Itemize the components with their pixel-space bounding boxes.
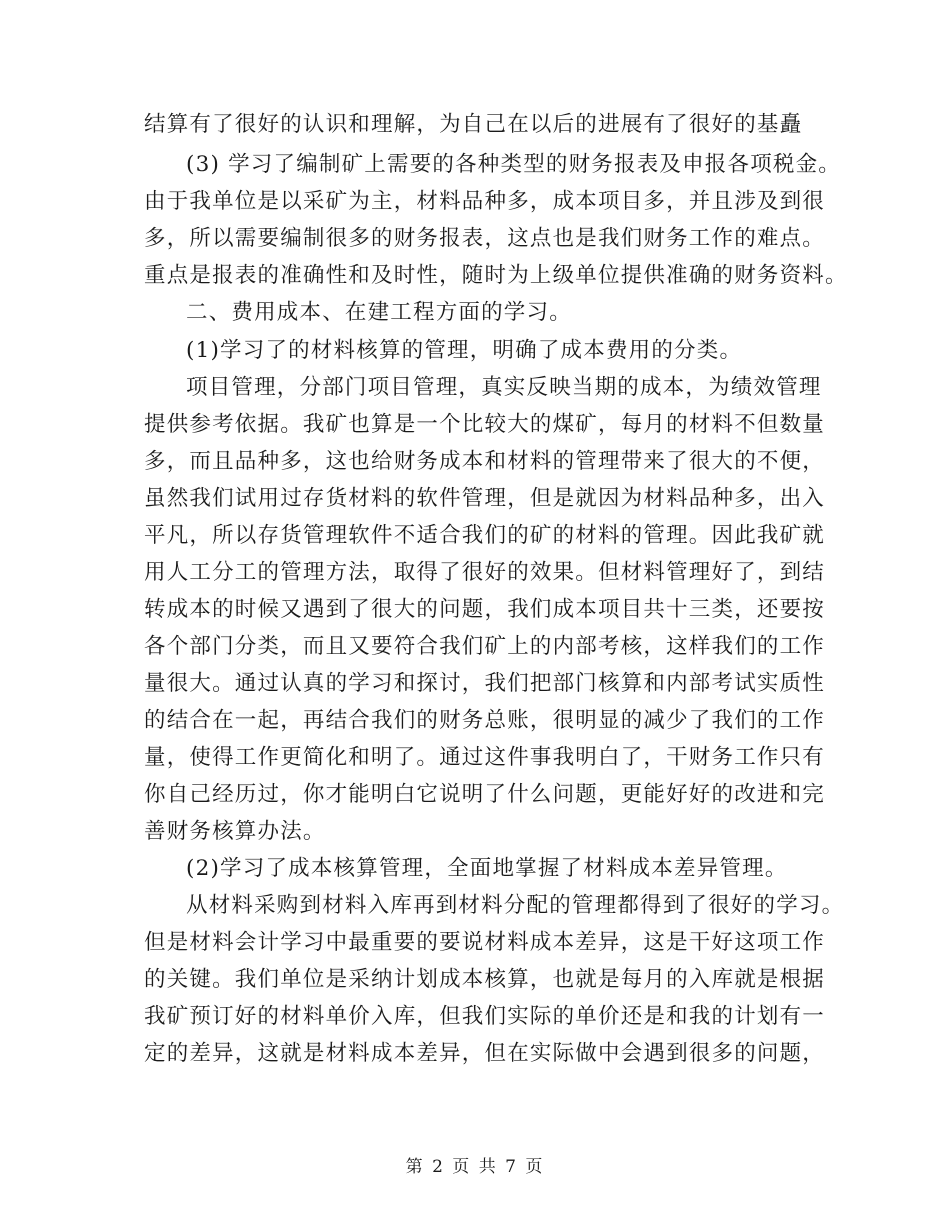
paragraph-line: 善财务核算办法。 [144,819,326,844]
paragraph-line: (3) 学习了编制矿上需要的各种类型的财务报表及申报各项税金。 [186,152,841,177]
paragraph-line: 用人工分工的管理方法，取得了很好的效果。但材料管理好了，到结 [144,560,826,585]
paragraph-line: 虽然我们试用过存货材料的软件管理，但是就因为材料品种多，出入 [144,486,826,511]
paragraph-line: 从材料采购到材料入库再到材料分配的管理都得到了很好的学习。 [186,893,845,918]
paragraph-line: 定的差异，这就是材料成本差异，但在实际做中会遇到很多的问题， [144,1041,826,1066]
paragraph-line: 我矿预订好的材料单价入库，但我们实际的单价还是和我的计划有一 [144,1004,826,1029]
page-number-footer: 第 2 页 共 7 页 [405,1157,545,1177]
paragraph-line: (2)学习了成本核算管理，全面地掌握了材料成本差异管理。 [186,856,788,881]
paragraph-line: (1)学习了的材料核算的管理，明确了成本费用的分类。 [186,338,743,363]
paragraph-line: 项目管理，分部门项目管理，真实反映当期的成本，为绩效管理 [186,375,822,400]
paragraph-line: 平凡，所以存货管理软件不适合我们的矿的材料的管理。因此我矿就 [144,523,826,548]
paragraph-line: 各个部门分类，而且又要符合我们矿上的内部考核，这样我们的工作 [144,634,826,659]
paragraph-line: 但是材料会计学习中最重要的要说材料成本差异，这是干好这项工作 [144,930,826,955]
paragraph-line: 的结合在一起，再结合我们的财务总账，很明显的减少了我们的工作 [144,708,826,733]
paragraph-line: 的关键。我们单位是采纳计划成本核算，也就是每月的入库就是根据 [144,967,826,992]
paragraph-line: 提供参考依据。我矿也算是一个比较大的煤矿，每月的材料不但数量 [144,412,826,437]
paragraph-line: 量，使得工作更简化和明了。通过这件事我明白了，干财务工作只有 [144,745,826,770]
paragraph-line: 由于我单位是以采矿为主，材料品种多，成本项目多，并且涉及到很 [144,189,826,214]
paragraph-line: 量很大。通过认真的学习和探讨，我们把部门核算和内部考试实质性 [144,671,826,696]
paragraph-line: 结算有了很好的认识和理解，为自己在以后的进展有了很好的基矗 [144,112,803,137]
paragraph-line: 重点是报表的准确性和及时性，随时为上级单位提供准确的财务资料。 [144,263,848,288]
paragraph-line: 多，而且品种多，这也给财务成本和材料的管理带来了很大的不便， [144,449,826,474]
paragraph-line: 你自己经历过，你才能明白它说明了什么问题，更能好好的改进和完 [144,782,826,807]
paragraph-line: 多，所以需要编制很多的财务报表，这点也是我们财务工作的难点。 [144,226,826,251]
section-heading: 二、费用成本、在建工程方面的学习。 [186,300,572,325]
paragraph-line: 转成本的时候又遇到了很大的问题，我们成本项目共十三类，还要按 [144,597,826,622]
